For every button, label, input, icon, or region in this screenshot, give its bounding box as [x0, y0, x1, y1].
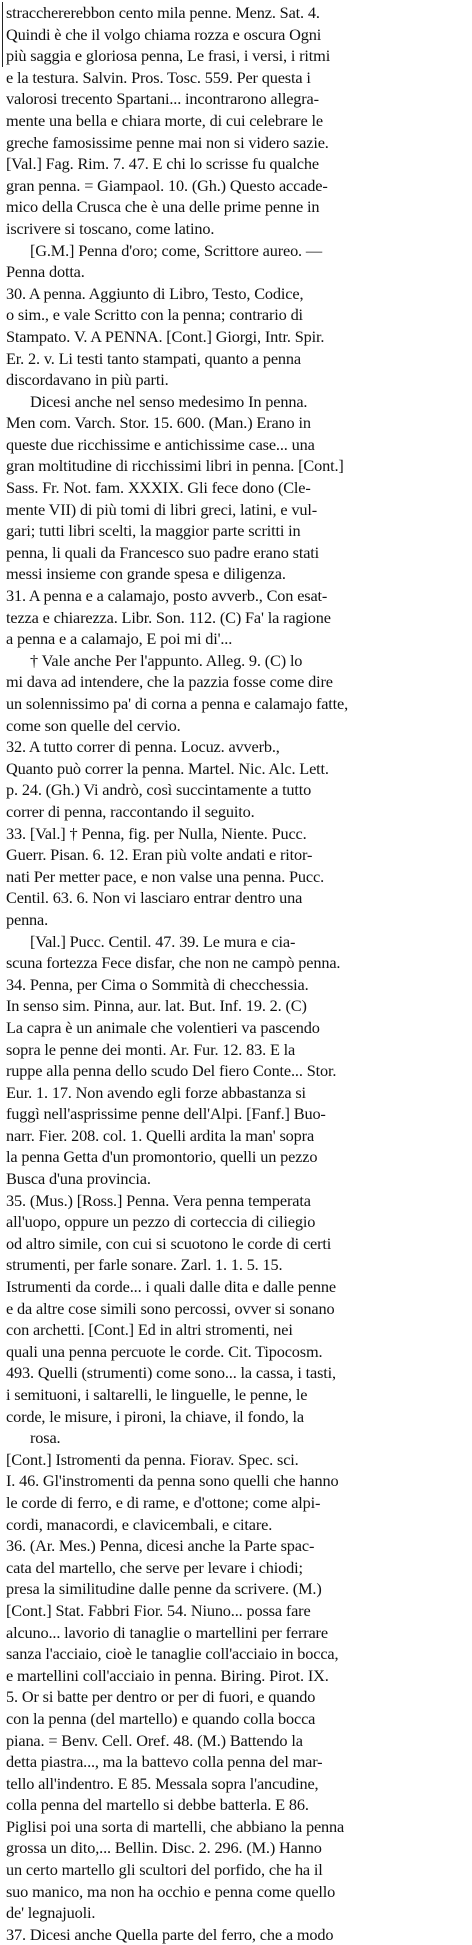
text-line: corde, le misure, i pironi, la chiave, il fondo, la: [6, 1406, 304, 1426]
text-line: Er. 2. v. Li testi tanto stampati, quanto a penna: [6, 348, 301, 368]
text-line: mente una bella e chiara morte, di cui celebrare le: [6, 110, 323, 130]
text-line: queste due ricchissime e antichissime case... una: [6, 434, 315, 454]
text-line: de' legnajuoli.: [6, 1903, 96, 1923]
text-line: con la penna (del martello) e quando colla bocca: [6, 1708, 316, 1728]
text-line: [G.M.] Penna d'oro; come, Scrittore aureo. —: [30, 240, 323, 260]
text-line: presa la similitudine dalle penne da scrivere. (M.): [6, 1579, 322, 1599]
text-line: tezza e chiarezza. Libr. Son. 112. (C) Fa' la ragione: [6, 607, 331, 627]
text-line: alcuno... lavorio di tanaglie o martellini per ferrare: [6, 1622, 328, 1642]
text-line: le corde di ferro, e di rame, e d'ottone; come alpi-: [6, 1492, 321, 1512]
text-line: Men com. Varch. Stor. 15. 600. (Man.) Erano in: [6, 413, 311, 433]
text-line: 37. Dicesi anche Quella parte del ferro, che a modo: [6, 1924, 334, 1944]
text-line: e da altre cose simili sono percossi, ovver si sonano: [6, 1298, 335, 1318]
text-line: 33. [Val.] † Penna, fig. per Nulla, Niente. Pucc.: [6, 823, 307, 843]
text-line: greche famosissime penne mai non si videro sazie.: [6, 132, 329, 152]
text-line: più saggia e gloriosa penna, Le frasi, i versi, i ritmi: [2, 45, 468, 67]
text-line: fuggì nell'asprissime penne dell'Alpi. [Fanf.] Buo-: [6, 1104, 326, 1124]
text-line: grossa un dito,... Bellin. Disc. 2. 296. (M.) Hanno: [6, 1838, 322, 1858]
text-line: [Cont.] Stat. Fabbri Fior. 54. Niuno... possa fare: [6, 1600, 311, 1620]
text-line: cata del martello, che serve per levare i chiodi;: [6, 1557, 303, 1577]
text-line: Centil. 63. 6. Non vi lasciaro entrar dentro una: [6, 888, 303, 908]
text-line: Sass. Fr. Not. fam. XXXIX. Gli fece dono (Cle-: [6, 478, 311, 498]
text-line: la penna Getta d'un promontorio, quelli un pezzo: [6, 1147, 318, 1167]
text-line: un solennissimo pa' di corna a penna e calamajo fatte,: [6, 694, 349, 713]
text-line: narr. Fier. 208. col. 1. Quelli ardita la man' sopra: [6, 1125, 315, 1145]
text-line: 5. Or si batte per dentro or per di fuori, e quando: [6, 1687, 316, 1707]
text-line: piana. = Benv. Cell. Oref. 48. (M.) Battendo la: [6, 1730, 303, 1750]
text-line: a penna e a calamajo, E poi mi di'...: [6, 629, 233, 649]
text-line: messi insieme con grande spesa e diligenza.: [6, 564, 286, 584]
text-line: od altro simile, con cui si scuotono le corde di certi: [6, 1233, 332, 1253]
text-line: [Val.] Pucc. Centil. 47. 39. Le mura e cia-: [30, 931, 296, 951]
text-line: La capra è un animale che volentieri va pascendo: [6, 1017, 320, 1037]
text-line: scuna fortezza Fece disfar, che non ne campò penna.: [6, 953, 341, 973]
text-line: 34. Penna, per Cima o Sommità di checchessia.: [6, 974, 309, 994]
text-line: gari; tutti libri scelti, la maggior parte scritti in: [6, 521, 301, 541]
text-line: o sim., e vale Scritto con la penna; contrario di: [6, 305, 303, 325]
text-line: mico della Crusca che è una delle prime penne in: [6, 197, 320, 217]
text-line: mente VII) di più tomi di libri greci, latini, e vul-: [6, 499, 317, 519]
text-line: In senso sim. Pinna, aur. lat. But. Inf. 19. 2. (C): [6, 996, 307, 1016]
text-line: [Cont.] Istromenti da penna. Fiorav. Spec. sci.: [6, 1449, 299, 1469]
text-line: Quanto può correr la penna. Martel. Nic. Alc. Lett.: [6, 758, 329, 778]
text-line: sanza l'acciaio, cioè le tanaglie coll'acciaio in bocca,: [6, 1644, 339, 1664]
text-line: gran penna. = Giampaol. 10. (Gh.) Questo accade-: [6, 175, 328, 195]
text-line: gran moltitudine di ricchissimi libri in penna. [Cont.]: [6, 456, 344, 476]
text-line: un certo martello gli scultori del porfido, che ha il: [6, 1860, 323, 1880]
text-line: cordi, manacordi, e clavicembali, e citare.: [6, 1514, 273, 1534]
text-line: rosa.: [30, 1428, 61, 1448]
text-line: suo manico, ma non ha occhio e penna come quello: [6, 1881, 336, 1901]
text-line: valorosi trecento Spartani... incontrarono allegra-: [6, 89, 319, 109]
text-line: ruppe alla penna dello scudo Del fiero Conte... Stor.: [6, 1061, 337, 1081]
text-line: stracchererebbon cento mila penne. Menz. Sat. 4.: [2, 2, 468, 24]
text-line: 32. A tutto correr di penna. Locuz. avverb.,: [6, 737, 280, 757]
text-line: 36. (Ar. Mes.) Penna, dicesi anche la Parte spac-: [6, 1536, 315, 1556]
text-line: penna.: [6, 909, 49, 929]
text-line: i semituoni, i saltarelli, le linguelle, le penne, le: [6, 1385, 308, 1404]
text-line: 493. Quelli (strumenti) come sono... la cassa, i tasti,: [6, 1363, 336, 1383]
text-line: come son quelle del cervio.: [6, 715, 181, 735]
text-line: † Vale anche Per l'appunto. Alleg. 9. (C) lo: [30, 650, 303, 670]
text-line: I. 46. Gl'instromenti da penna sono quelli che hanno: [6, 1471, 339, 1491]
text-line: Busca d'una provincia.: [6, 1169, 151, 1189]
text-line: iscrivere si toscano, come latino.: [6, 218, 215, 238]
text-line: Eur. 1. 17. Non avendo egli forze abbastanza si: [6, 1082, 306, 1102]
text-line: [Val.] Fag. Rim. 7. 47. E chi lo scrisse fu qualche: [6, 154, 319, 174]
text-line: Guerr. Pisan. 6. 12. Eran più volte andati e ritor-: [6, 845, 313, 865]
text-line: penna, li quali da Francesco suo padre erano stati: [6, 542, 320, 562]
text-line: Stampato. V. A PENNA. [Cont.] Giorgi, Intr. Spir.: [6, 326, 325, 346]
text-line: nati Per metter pace, e non valse una penna. Pucc.: [6, 866, 324, 886]
text-line: discordavano in più parti.: [6, 370, 169, 390]
text-line: 31. A penna e a calamajo, posto avverb., Con esat-: [6, 586, 328, 606]
text-line: Istrumenti da corde... i quali dalle dita e dalle penne: [6, 1277, 336, 1297]
text-line: Penna dotta.: [6, 262, 85, 282]
text-line: colla penna del martello si debbe batterla. E 86.: [6, 1795, 309, 1815]
text-line: all'uopo, oppure un pezzo di corteccia di ciliegio: [6, 1212, 316, 1232]
text-line: con archetti. [Cont.] Ed in altri stromenti, nei: [6, 1320, 293, 1340]
text-line: e martellini coll'acciaio in penna. Biring. Pirot. IX.: [6, 1665, 329, 1685]
text-line: Dicesi anche nel senso medesimo In penna.: [30, 391, 308, 411]
text-line: mi dava ad intendere, che la pazzia fosse come dire: [6, 672, 333, 692]
text-line: detta piastra..., ma la battevo colla penna del mar-: [6, 1752, 323, 1772]
text-line: sopra le penne dei monti. Ar. Fur. 12. 83. E la: [6, 1039, 296, 1059]
text-line: quali una penna percuote le corde. Cit. Tipocosm.: [6, 1341, 323, 1361]
text-line: strumenti, per farle sonare. Zarl. 1. 1. 5. 15.: [6, 1255, 283, 1275]
text-line: 35. (Mus.) [Ross.] Penna. Vera penna temperata: [6, 1190, 311, 1210]
text-line: correr di penna, raccontando il seguito.: [6, 801, 255, 821]
text-line: 30. A penna. Aggiunto di Libro, Testo, Codice,: [6, 283, 304, 303]
text-line: p. 24. (Gh.) Vi andrò, così succintamente a tutto: [6, 780, 312, 800]
text-line: Quindi è che il volgo chiama rozza e oscura Ogni: [2, 24, 468, 46]
text-column: [6, 2, 468, 1945]
text-line: tello all'indentro. E 85. Messala sopra l'ancudine,: [6, 1773, 319, 1793]
text-line: Piglisi poi una sorta di martelli, che abbiano la penna: [6, 1816, 345, 1836]
text-line: e la testura. Salvin. Pros. Tosc. 559. Per questa i: [6, 67, 311, 87]
